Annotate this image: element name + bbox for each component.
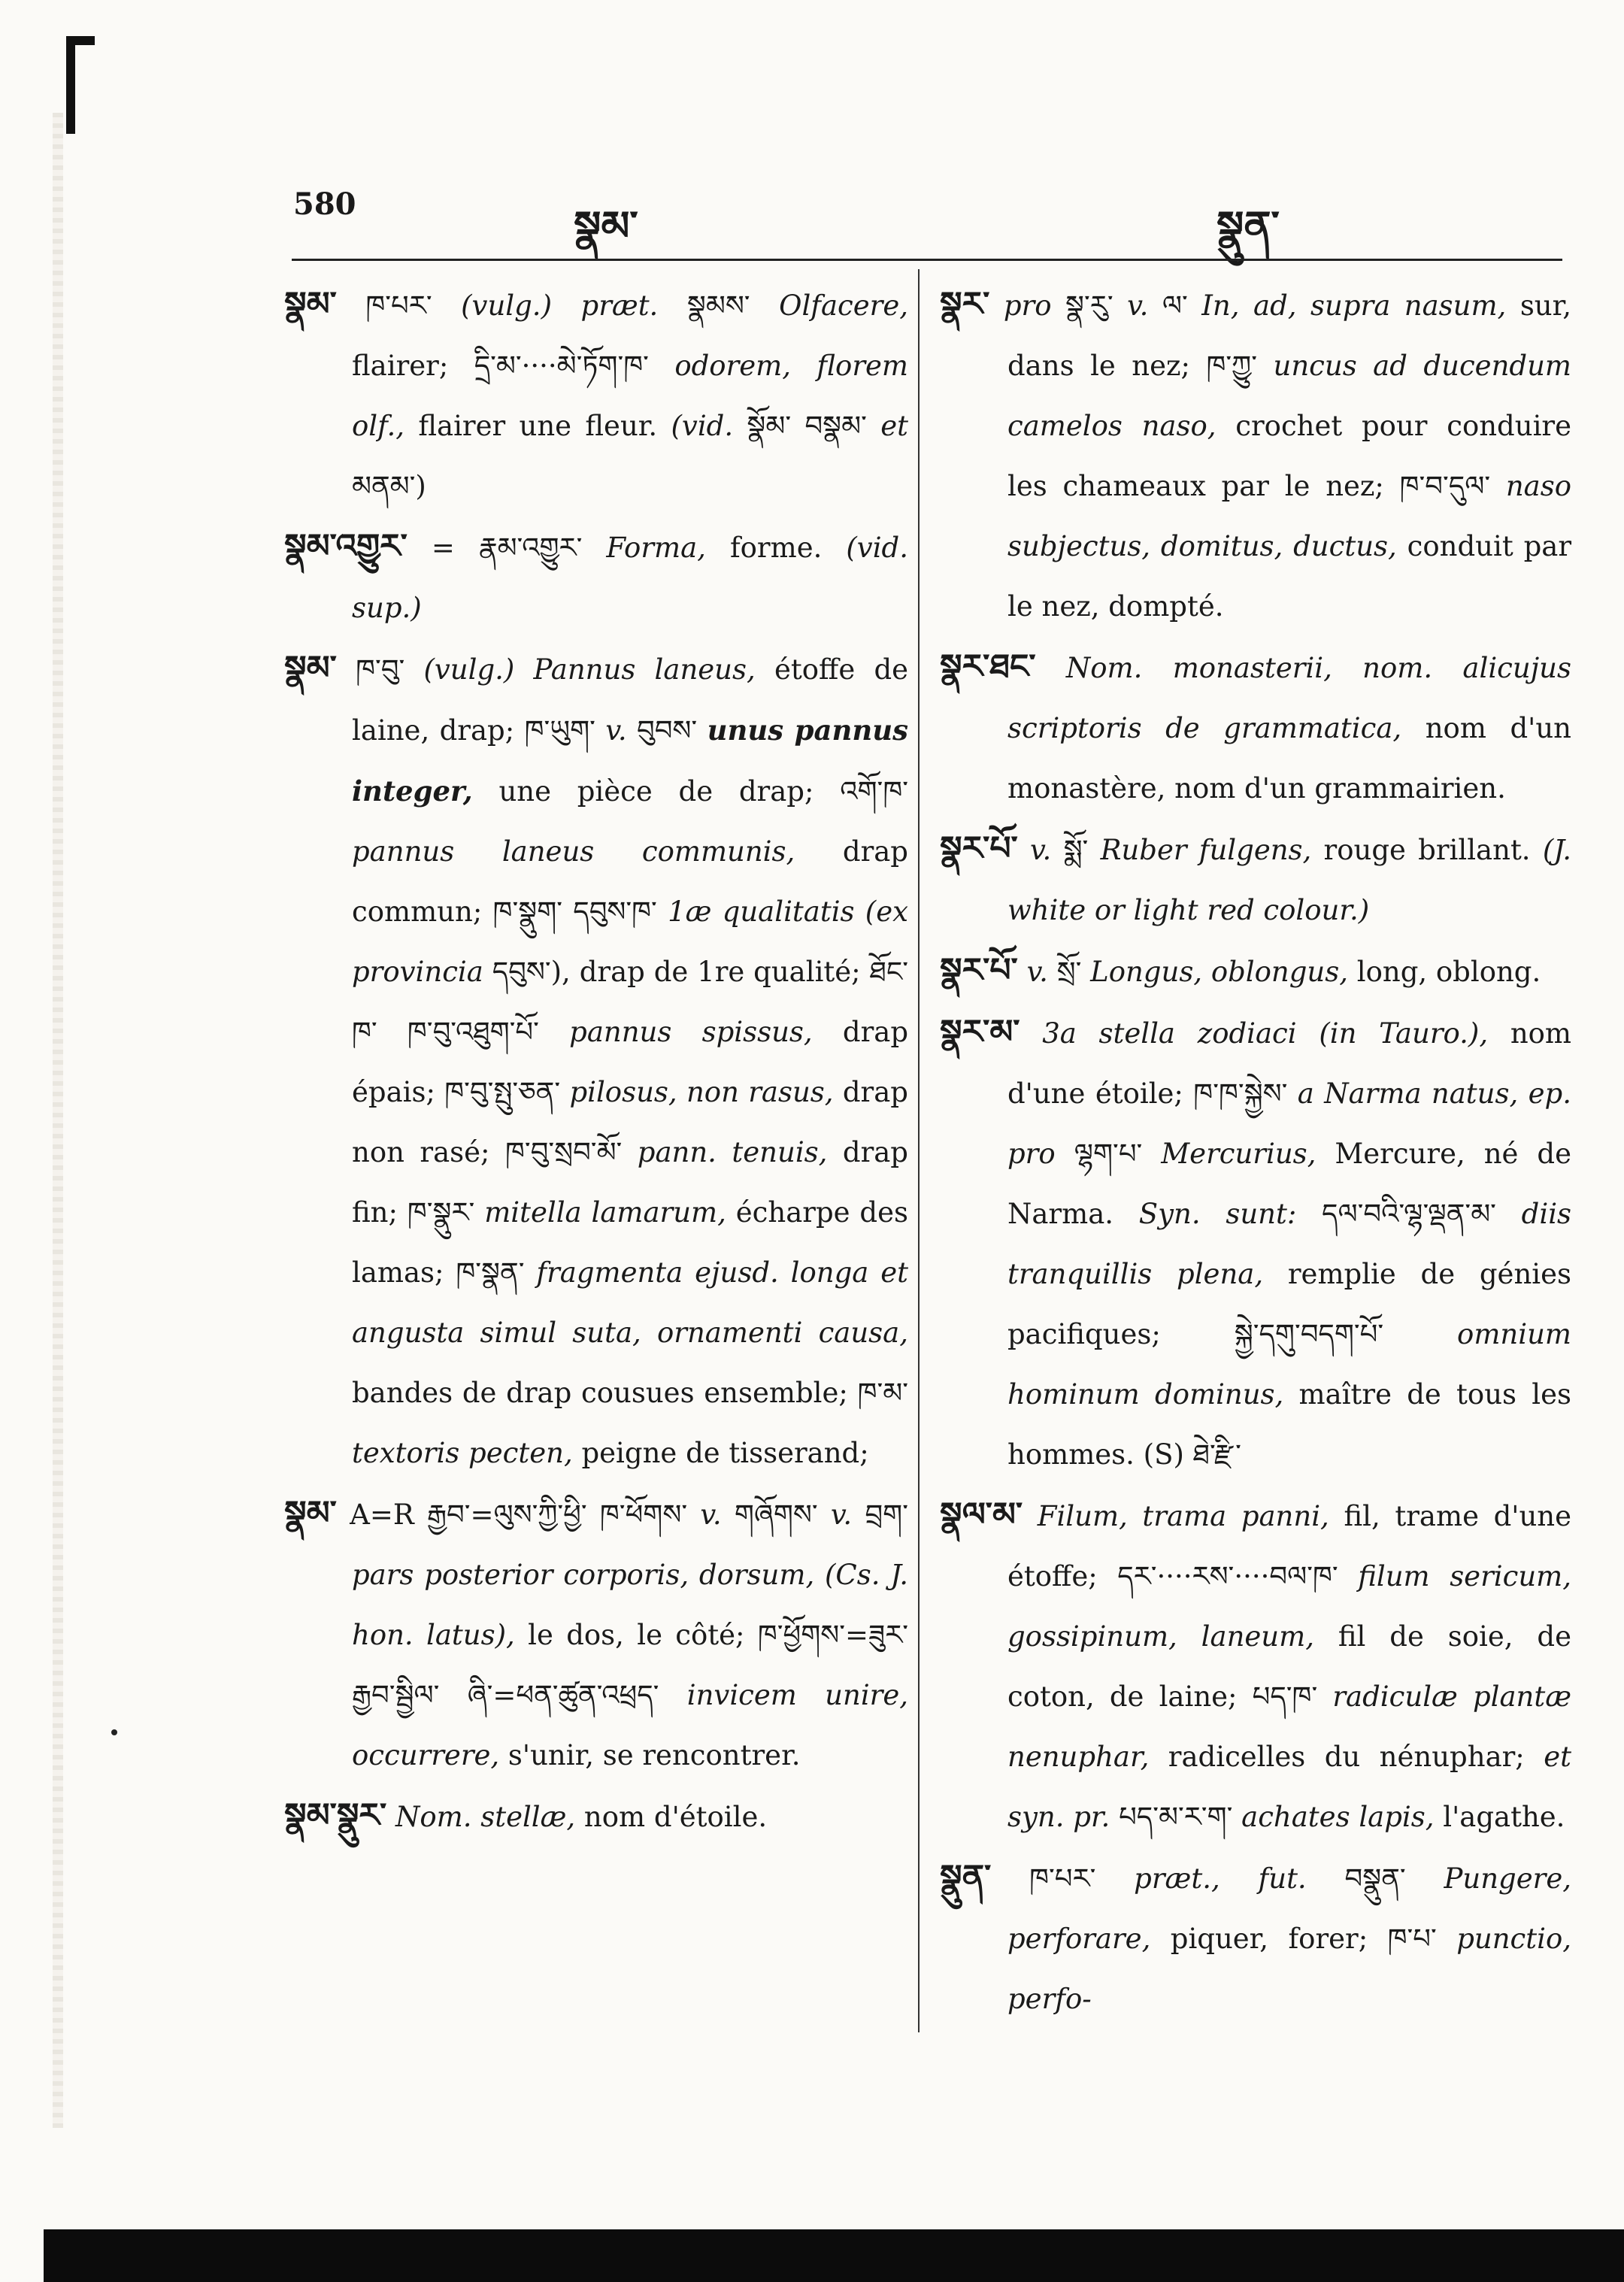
dictionary-entry xyxy=(940,1485,1571,1847)
entry-text: 3a stella zodiaci (in Tauro.), xyxy=(1042,1017,1489,1050)
entry-text: naso subjectus, domitus, ductus, xyxy=(1007,470,1571,562)
dictionary-entry xyxy=(940,274,1571,637)
entry-text: s'unir, se rencontrer. xyxy=(499,1739,801,1771)
entry-text: drap non rasé; ཁ་བུ་སྲབ་མོ་ xyxy=(352,1076,908,1168)
dictionary-entry xyxy=(940,1847,1571,2029)
entry-text: སྨོ་ xyxy=(1051,834,1101,866)
entry-text: (vid. sup.) xyxy=(352,532,908,624)
entry-text: (vulg.) Pannus laneus, xyxy=(423,653,756,686)
entry-text: sur, dans le nez; ཁ་ཀྱུ་ xyxy=(1007,289,1572,382)
entry-text: punctio, perfo- xyxy=(1007,1923,1571,2015)
entry-text: nom d'une étoile; ཁ་ཁ་སྐྱེས་ xyxy=(1007,1017,1572,1110)
entry-text: forme. xyxy=(705,532,847,564)
dictionary-entry xyxy=(940,1002,1571,1485)
entry-text: བྲག་ xyxy=(852,1499,909,1531)
entry-text: སྣ་རུ་ xyxy=(1065,289,1128,322)
entry-text: pannus laneus communis, xyxy=(352,835,795,868)
entry-text: écharpe des lamas; ཁ་སྣན་ xyxy=(352,1196,908,1289)
entry-text: flairer; དྲི་མ་····མེ་ཏོག་ཁ་ xyxy=(352,350,675,382)
entry-text: l'agathe. xyxy=(1434,1801,1565,1833)
entry-text: སྣམས་ xyxy=(686,289,780,322)
entry-text: v. xyxy=(700,1499,722,1531)
entry-text: v. xyxy=(1127,289,1149,322)
entry-text: drap fin; ཁ་སྣུར་ xyxy=(352,1136,908,1229)
left-column xyxy=(284,274,908,1847)
entry-text: radiculæ plantæ nenuphar, xyxy=(1007,1680,1571,1773)
entry-text: textoris pecten, xyxy=(352,1437,573,1469)
entry-text: præt., fut. xyxy=(1134,1862,1307,1895)
entry-text: ལྷག་པ་ xyxy=(1055,1138,1162,1170)
entry-text: conduit par le nez, dompté. xyxy=(1007,530,1572,623)
entry-text: omnium hominum dominus, xyxy=(1007,1318,1571,1411)
entry-headword: སྣམ་ xyxy=(284,1494,337,1532)
entry-text: Longus, oblongus, xyxy=(1090,956,1348,988)
header-rule xyxy=(292,259,1562,261)
entry-headword: སྣར་ xyxy=(940,285,990,323)
entry-text: étoffe de laine, drap; ཁ་ཡུག་ xyxy=(352,653,909,747)
dictionary-entry xyxy=(284,517,908,638)
entry-text: nom d'un monastère, nom d'un grammairien. xyxy=(1007,712,1571,805)
entry-headword: སྣམ་ xyxy=(284,649,337,687)
entry-text: fragmenta ejusd. longa et angusta simul suta, ornamenti causa, xyxy=(352,1256,908,1349)
entry-text: odorem, florem olf., xyxy=(352,350,908,442)
entry-text: (J. white or light red colour.) xyxy=(1007,834,1571,926)
entry-text: invicem unire, occurrere, xyxy=(352,1679,908,1771)
entry-text: flairer une fleur. xyxy=(404,410,671,442)
entry-text: peigne de tisserand; xyxy=(572,1437,869,1469)
entry-text: pann. tenuis, xyxy=(637,1136,828,1168)
entry-text: uncus ad ducendum camelos naso, xyxy=(1007,350,1571,442)
entry-text: nom d'étoile. xyxy=(575,1801,768,1833)
scan-bottom-bar xyxy=(44,2229,1624,2282)
entry-headword: སྣམ་སྣུར་ xyxy=(284,1796,387,1835)
entry-text: fil, trame d'une étoffe; དར་····རས་····བལ་ཁ་ xyxy=(1007,1500,1572,1593)
entry-text: Mercurius, xyxy=(1161,1138,1316,1170)
entry-text: remplie de génies pacifiques; སྐྱེ་དགུ་བདག་པོ་ xyxy=(1007,1258,1571,1350)
entry-text: གཞོགས་ xyxy=(721,1499,831,1531)
entry-text: et xyxy=(880,410,908,442)
entry-text: བུབས་ xyxy=(626,714,707,747)
entry-text: དལ་བའི་ལྷ་ལྡན་མ་ xyxy=(1296,1198,1522,1230)
entry-headword: སྣར་པོ་ xyxy=(940,829,1018,868)
entry-headword: སྣར་མ་ xyxy=(940,1013,1020,1051)
column-divider xyxy=(918,269,920,2032)
entry-text: Forma, xyxy=(606,532,706,564)
entry-text: ཁ་པར་ xyxy=(365,289,462,322)
entry-text: Filum, trama panni, xyxy=(1037,1500,1329,1532)
dictionary-entry xyxy=(940,941,1571,1002)
entry-text: མནམ་) xyxy=(352,470,426,502)
entry-text: ལ་ xyxy=(1148,289,1202,322)
entry-headword: སྣུན་ xyxy=(940,1858,992,1896)
entry-text: Mercure, né de Narma. xyxy=(1007,1138,1571,1230)
entry-text: piquer, forer; ཁ་པ་ xyxy=(1150,1923,1457,1955)
entry-text: In, ad, supra nasum, xyxy=(1201,289,1507,322)
entry-text: pilosus, non rasus, xyxy=(569,1076,834,1108)
entry-text: ཁ་བུ་ xyxy=(356,653,424,686)
entry-headword: སྣམ་ xyxy=(284,285,337,323)
entry-text: དབུས་), drap de 1re qualité; ཐོང་ཁ་ ཁ་བུ་འཐུག་པོ་ xyxy=(352,956,908,1048)
corner-crop-mark xyxy=(66,36,95,134)
page-edge-shadow xyxy=(53,113,63,2128)
entry-text: pannus spissus, xyxy=(569,1016,813,1048)
dictionary-entry xyxy=(284,1483,908,1786)
entry-text: སྲོ་ xyxy=(1047,956,1091,988)
entry-text: (vulg.) præt. xyxy=(461,289,687,322)
entry-text: བསྣུན་ xyxy=(1306,1862,1444,1895)
entry-text: v. xyxy=(605,714,627,747)
entry-headword: སྣམ་འགྱུར་ xyxy=(284,527,408,565)
dictionary-entry xyxy=(284,274,908,517)
entry-headword: སྣར་པོ་ xyxy=(940,951,1018,989)
entry-text: སྣོམ་ བསྣམ་ xyxy=(747,410,881,442)
entry-text: filum sericum, gossipinum, laneum, xyxy=(1007,1560,1572,1653)
page-number: 580 xyxy=(293,186,356,222)
entry-text: Olfacere, xyxy=(779,289,908,322)
entry-text: et syn. pr. xyxy=(1007,1741,1571,1833)
entry-text: Syn. sunt: xyxy=(1138,1198,1297,1230)
entry-text: v. xyxy=(1030,834,1052,866)
dictionary-entry xyxy=(284,638,908,1483)
entry-text: bandes de drap cousues ensemble; ཁ་མ་ xyxy=(352,1377,908,1409)
running-head-right: སྣུན་ xyxy=(1216,202,1280,250)
entry-text: achates lapis, xyxy=(1241,1801,1435,1833)
entry-text: diis tranquillis plena, xyxy=(1007,1198,1572,1290)
entry-text: v. xyxy=(830,1499,853,1531)
entry-text: 1æ qualitatis (ex provincia xyxy=(352,896,908,988)
entry-text: une pièce de drap; འགོ་ཁ་ xyxy=(472,775,908,808)
entry-text: radicelles du nénuphar; xyxy=(1149,1741,1544,1773)
entry-text: unus pannus integer, xyxy=(352,714,909,808)
dictionary-entry xyxy=(940,637,1571,819)
entry-text: Nom. stellæ, xyxy=(395,1801,576,1833)
page-header xyxy=(292,180,1562,263)
entry-text: a Narma natus, ep. pro xyxy=(1007,1077,1571,1170)
entry-text: A=R རྒྱབ་=ལུས་ཀྱི་ཕྱི་ ཁ་ཕོགས་ xyxy=(350,1499,701,1531)
entry-text: crochet pour conduire les chameaux par le nez; ཁ་བ་དུལ་ xyxy=(1007,410,1571,502)
dictionary-entry xyxy=(940,819,1571,941)
dictionary-entry xyxy=(284,1786,908,1847)
entry-text: le dos, le côté; ཁ་ཕྱོགས་=ཟུར་རྒྱབ་སྦྱིལ་ ཞི་=ཕན་ཚུན་འཕྲད་ xyxy=(352,1619,909,1711)
page-speck xyxy=(111,1729,117,1735)
entry-text: maître de tous les hommes. (S) ཐེ་རྫི་ xyxy=(1007,1378,1571,1471)
entry-text: ཁ་པར་ xyxy=(1029,1862,1135,1895)
entry-text: Pungere, perforare, xyxy=(1007,1862,1571,1955)
entry-text: Ruber fulgens, xyxy=(1100,834,1312,866)
entry-text: པད་མ་ར་ག་ xyxy=(1110,1801,1242,1833)
entry-text: v. xyxy=(1026,956,1048,988)
entry-text: rouge brillant. xyxy=(1311,834,1543,866)
entry-text: long, oblong. xyxy=(1348,956,1541,988)
entry-headword: སྣལ་མ་ xyxy=(940,1496,1023,1534)
entry-text: drap épais; ཁ་བུ་སྤུ་ཅན་ xyxy=(352,1016,908,1108)
entry-text: mitella lamarum, xyxy=(484,1196,726,1229)
entry-text: drap commun; ཁ་སྣུག་ དབུས་ཁ་ xyxy=(352,835,908,928)
right-column xyxy=(940,274,1571,2029)
entry-text: fil de soie, de coton, de laine; པད་ཁ་ xyxy=(1007,1620,1571,1713)
entry-text: pars posterior corporis, dorsum, (Cs. J. hon. latus), xyxy=(352,1559,908,1651)
entry-text: pro xyxy=(1003,289,1066,322)
entry-text: (vid. xyxy=(671,410,747,442)
entry-headword: སྣར་ཐང་ xyxy=(940,647,1036,686)
running-head-left: སྣམ་ xyxy=(574,202,638,250)
entry-text: = རྣམ་འགྱུར་ xyxy=(431,532,607,564)
entry-text: Nom. monasterii, nom. alicujus scriptoris de grammatica, xyxy=(1007,652,1571,744)
